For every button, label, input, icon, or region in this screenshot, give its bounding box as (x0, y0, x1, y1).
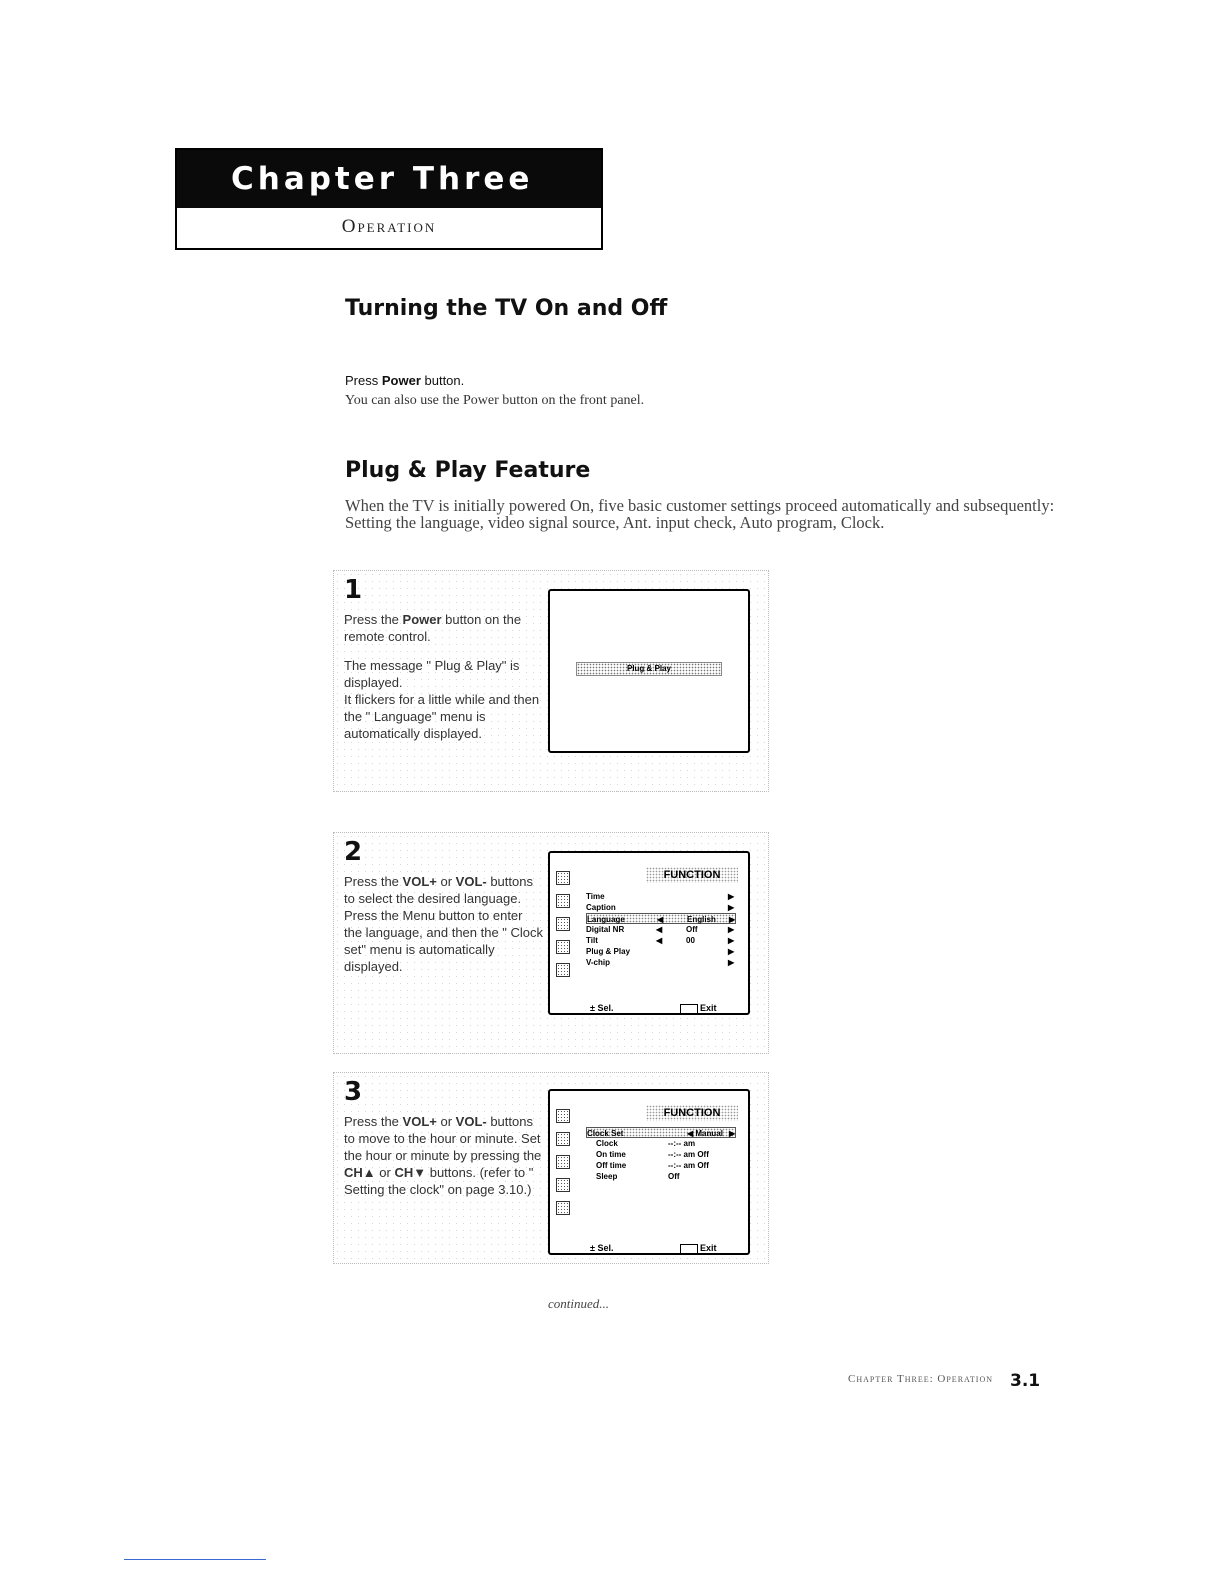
row-label: V-chip (586, 958, 611, 967)
row-label: Caption (586, 903, 616, 912)
menu-title: FUNCTION (646, 867, 738, 883)
step-2-panel (333, 832, 769, 1054)
setup-menu-icon (556, 963, 570, 977)
step-text-part: Press the (344, 874, 403, 889)
select-hint: ± Sel. (590, 1003, 614, 1013)
step-text-part: The message " Plug & Play" is displayed. (344, 658, 520, 690)
step-1-panel (333, 570, 769, 792)
step-3-panel (333, 1072, 769, 1264)
tv-screen-illustration (548, 589, 750, 753)
channel-menu-icon (556, 917, 570, 931)
step-text (344, 1113, 544, 1198)
menu-row-digital-nr (586, 924, 736, 935)
step-text-part: buttons. (refer to " Setting the clock" on page 3.10.) (344, 1165, 534, 1197)
page-footer-chapter: Chapter Three: Operation (848, 1373, 994, 1385)
row-value: English (687, 915, 716, 924)
menu-row-v-chip (586, 957, 736, 968)
continued-note: continued... (548, 1296, 610, 1311)
power-keyword: Power (381, 373, 421, 388)
function-menu-icon (556, 1178, 570, 1192)
row-value: Off (686, 925, 698, 934)
row-label: Time (586, 892, 605, 901)
vol-down-keyword: VOL- (455, 874, 487, 889)
row-label: Language (587, 915, 625, 924)
right-arrow-icon: ▶ (728, 925, 735, 934)
step-text-part: Press the (344, 612, 403, 627)
row-value: --:-- am Off (668, 1161, 709, 1170)
tv-menu-illustration (548, 851, 750, 1015)
channel-menu-icon (556, 1155, 570, 1169)
footnote-divider (124, 1559, 266, 1560)
picture-menu-icon (556, 1109, 570, 1123)
row-label: Off time (596, 1161, 627, 1170)
exit-hint (680, 1003, 717, 1014)
menu-row-language (586, 913, 736, 924)
section-heading-plug-play: Plug & Play Feature (345, 458, 591, 483)
left-arrow-icon: ◀ (657, 915, 664, 924)
right-arrow-icon: ▶ (728, 947, 735, 956)
right-arrow-icon: ▶ (728, 903, 735, 912)
row-label: On time (596, 1150, 626, 1159)
step-text-part: buttons to move to the hour or minute. Set the hour or minute by pressing the (344, 1114, 542, 1163)
row-label: Digital NR (586, 925, 625, 934)
chapter-header (175, 148, 603, 250)
front-panel-note: You can also use the Power button on the front panel. (345, 393, 645, 408)
menu-row-caption (586, 902, 736, 913)
menu-row-sleep (586, 1171, 736, 1182)
chapter-title: Chapter Three (177, 150, 601, 208)
menu-row-clock-set (586, 1127, 736, 1138)
right-arrow-icon: ▶ (728, 892, 735, 901)
step-text-part: or (436, 1114, 456, 1129)
press-suffix: button. (424, 373, 465, 388)
vol-up-keyword: VOL+ (402, 874, 437, 889)
row-label: Sleep (596, 1172, 618, 1181)
ch-up-keyword: CH▲ (344, 1165, 376, 1180)
row-value: Off (668, 1172, 680, 1181)
right-arrow-icon: ▶ (728, 936, 735, 945)
ch-down-keyword: CH▼ (394, 1165, 427, 1180)
plug-play-intro: When the TV is initially powered On, five basic customer settings proceed automatically and subsequently: Setting the language, video signal source, Ant. input check, Auto program, Clock. (345, 496, 1055, 532)
left-arrow-icon: ◀ (656, 925, 663, 934)
vol-up-keyword: VOL+ (402, 1114, 437, 1129)
row-value: 00 (686, 936, 695, 945)
exit-hint (680, 1243, 717, 1254)
select-hint: ± Sel. (590, 1243, 614, 1253)
menu-rows (586, 891, 736, 968)
menu-row-clock (586, 1138, 736, 1149)
menu-button-icon (680, 1244, 698, 1254)
right-arrow-icon: ▶ (729, 915, 736, 924)
right-arrow-icon: ▶ (728, 958, 735, 967)
sound-menu-icon (556, 1132, 570, 1146)
step-number: 2 (344, 837, 363, 867)
sound-menu-icon (556, 894, 570, 908)
chapter-subtitle: Operation (341, 216, 437, 237)
row-label: Clock Set (587, 1129, 624, 1138)
step-text-part: or (436, 874, 456, 889)
setup-menu-icon (556, 1201, 570, 1215)
menu-icon-column (556, 1109, 572, 1224)
menu-rows (586, 1127, 736, 1182)
step-number: 3 (344, 1077, 363, 1107)
section-heading-power: Turning the TV On and Off (345, 296, 668, 321)
right-arrow-icon: ▶ (729, 1129, 736, 1138)
power-keyword: Power (402, 612, 442, 627)
press-prefix: Press (345, 373, 379, 388)
menu-row-tilt (586, 935, 736, 946)
row-label: Plug & Play (586, 947, 631, 956)
row-value: ◀ Manual (687, 1129, 723, 1138)
menu-button-icon (680, 1004, 698, 1014)
menu-row-off-time (586, 1160, 736, 1171)
step-number: 1 (344, 575, 363, 605)
step-text-part: buttons to select the desired language. Press the Menu button to enter the language, and then the " Clock set" menu is automatically displayed. (344, 874, 544, 974)
menu-row-plug-play (586, 946, 736, 957)
menu-row-on-time (586, 1149, 736, 1160)
menu-title: FUNCTION (646, 1105, 738, 1121)
menu-row-time (586, 891, 736, 902)
row-label: Tilt (586, 936, 598, 945)
page-number: 3.1 (1010, 1371, 1041, 1391)
menu-icon-column (556, 871, 572, 986)
step-text (344, 873, 544, 975)
step-text-part: Press the (344, 1114, 403, 1129)
exit-label: Exit (700, 1243, 717, 1253)
press-power-instruction (345, 373, 464, 388)
left-arrow-icon: ◀ (656, 936, 663, 945)
row-value: --:-- am Off (668, 1150, 709, 1159)
vol-down-keyword: VOL- (455, 1114, 487, 1129)
row-label: Clock (596, 1139, 618, 1148)
tv-menu-illustration (548, 1089, 750, 1255)
picture-menu-icon (556, 871, 570, 885)
row-value: --:-- am (668, 1139, 696, 1148)
step-text-part: or (375, 1165, 395, 1180)
plug-play-message: Plug & Play (576, 662, 722, 676)
function-menu-icon (556, 940, 570, 954)
step-text-part: It flickers for a little while and then the " Language" menu is automatically displayed. (344, 692, 540, 741)
step-text (344, 611, 544, 742)
exit-label: Exit (700, 1003, 717, 1013)
step-text-part: button on the remote control. (344, 612, 522, 644)
